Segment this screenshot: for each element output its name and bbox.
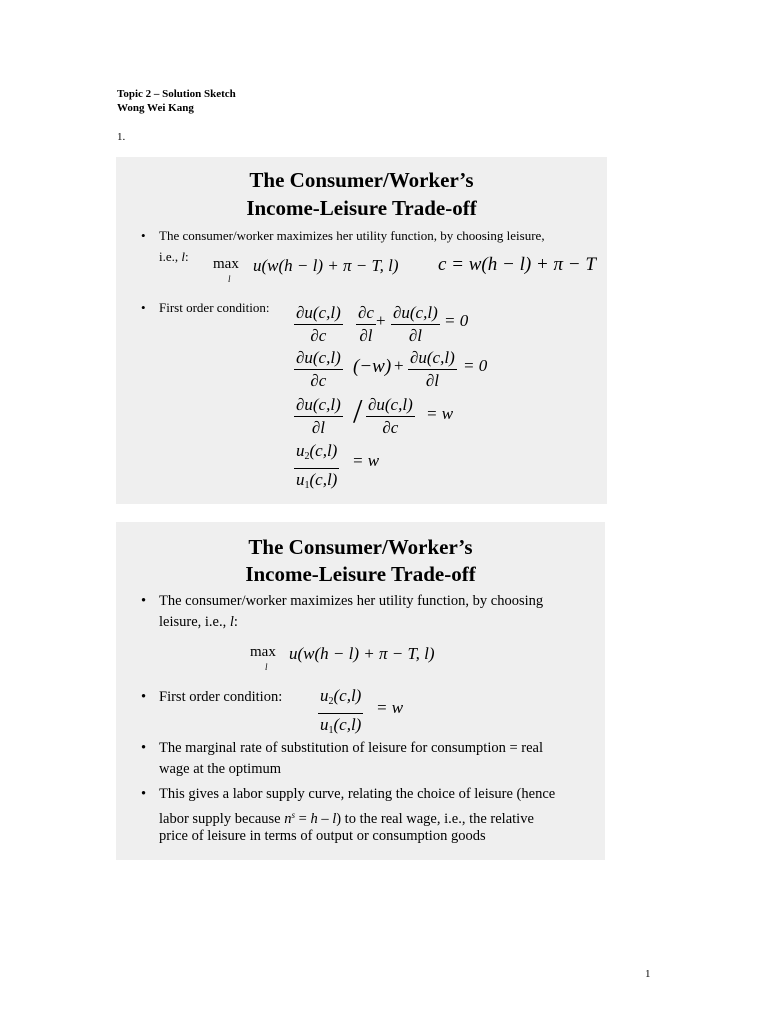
foc2-plus: + bbox=[394, 356, 404, 375]
slide-1-max-operator: max bbox=[213, 256, 239, 272]
document-author: Wong Wei Kang bbox=[117, 102, 194, 114]
slide-2-bullet-4-line-2: labor supply because $n^s = h - l$) to the real wage, i.e., the relative bbox=[159, 810, 534, 827]
document-topic: Topic 2 – Solution Sketch bbox=[117, 88, 236, 100]
slide-2-bullet-1 bbox=[141, 591, 601, 635]
slide-2-max-operator: max bbox=[250, 644, 276, 660]
foc3-rhs: = w bbox=[426, 404, 454, 423]
bullet-marker: • bbox=[141, 740, 147, 756]
slide-2-bullet-3-line-1: The marginal rate of substitution of leisure for consumption = real bbox=[159, 740, 544, 756]
slide-1-bullet-1-line-2: i.e., l: bbox=[159, 249, 189, 264]
foc2-wage-term: (−w) bbox=[353, 356, 392, 377]
slide-2-bullet-1-line-2: leisure, i.e., l: bbox=[159, 614, 238, 630]
slide-2-title-line-2: Income-Leisure Trade-off bbox=[245, 562, 476, 586]
bullet-marker: • bbox=[141, 593, 147, 609]
page-number: 1 bbox=[645, 968, 651, 980]
slide-2-objective: u(w(h − l) + π − T, l) bbox=[289, 644, 435, 663]
bullet-marker: • bbox=[141, 228, 146, 243]
foc4-fraction: $\frac{u_2(c,l)}{u_1(c,l)}$ bbox=[296, 441, 338, 491]
slide-2-title-line-1: The Consumer/Worker’s bbox=[248, 535, 473, 559]
slide-2-max-subscript: l bbox=[265, 662, 268, 672]
foc1-fraction-2: $\frac{\partial c}{\partial l}$ bbox=[358, 303, 374, 345]
slide-2-bullet-3 bbox=[141, 738, 601, 782]
slide-1-budget-constraint: c = w(h − l) + π − T bbox=[438, 254, 596, 275]
slide-1-max-subscript: l bbox=[228, 274, 231, 284]
question-number: 1. bbox=[117, 131, 126, 143]
slide-2-bullet-4-line-3: price of leisure in terms of output or consumption goods bbox=[159, 828, 486, 844]
foc3-slash: / bbox=[353, 393, 363, 430]
slide-1-title-line-1: The Consumer/Worker’s bbox=[249, 168, 474, 192]
foc1-fraction-3: $\frac{\partial u(c,l)}{\partial l}$ bbox=[393, 303, 438, 345]
foc1-fraction-1: $\frac{\partial u(c,l)}{\partial c}$ bbox=[296, 303, 341, 345]
slide-2-foc-rhs: = w bbox=[376, 698, 404, 717]
bullet-marker: • bbox=[141, 786, 147, 802]
slide-1 bbox=[116, 157, 607, 504]
slide-2-bullet-2 bbox=[141, 687, 311, 709]
slide-1-bullet-1-line-1: The consumer/worker maximizes her utility function, by choosing leisure, bbox=[159, 228, 545, 243]
slide-1-bullet-2-text: First order condition: bbox=[159, 300, 270, 315]
slide-2-bullet-3-line-2: wage at the optimum bbox=[159, 761, 282, 777]
foc1-rhs: = 0 bbox=[444, 311, 469, 330]
foc4-rhs: = w bbox=[352, 451, 380, 470]
foc3-fraction-1: $\frac{\partial u(c,l)}{\partial l}$ bbox=[296, 395, 341, 437]
slide-2-bullet-4 bbox=[141, 784, 601, 850]
slide-2 bbox=[116, 522, 605, 860]
slide-2-foc-fraction: $\frac{u_2(c,l)}{u_1(c,l)}$ bbox=[320, 686, 362, 736]
slide-2-bullet-2-text: First order condition: bbox=[159, 689, 283, 705]
bullet-marker: • bbox=[141, 689, 147, 705]
foc3-fraction-2: $\frac{\partial u(c,l)}{\partial c}$ bbox=[368, 395, 413, 437]
bullet-marker: • bbox=[141, 300, 146, 315]
slide-2-bullet-1-line-1: The consumer/worker maximizes her utility function, by choosing bbox=[159, 593, 544, 609]
slide-2-bullet-4-line-1: This gives a labor supply curve, relating the choice of leisure (hence bbox=[159, 786, 556, 802]
slide-1-bullet-2 bbox=[141, 297, 301, 319]
foc2-rhs: = 0 bbox=[463, 356, 488, 375]
foc2-fraction-2: $\frac{\partial u(c,l)}{\partial l}$ bbox=[410, 348, 455, 390]
slide-1-objective: u(w(h − l) + π − T, l) bbox=[253, 256, 399, 275]
foc2-fraction-1: $\frac{\partial u(c,l)}{\partial c}$ bbox=[296, 348, 341, 390]
slide-1-title-line-2: Income-Leisure Trade-off bbox=[246, 196, 477, 220]
foc1-plus: + bbox=[376, 311, 386, 330]
